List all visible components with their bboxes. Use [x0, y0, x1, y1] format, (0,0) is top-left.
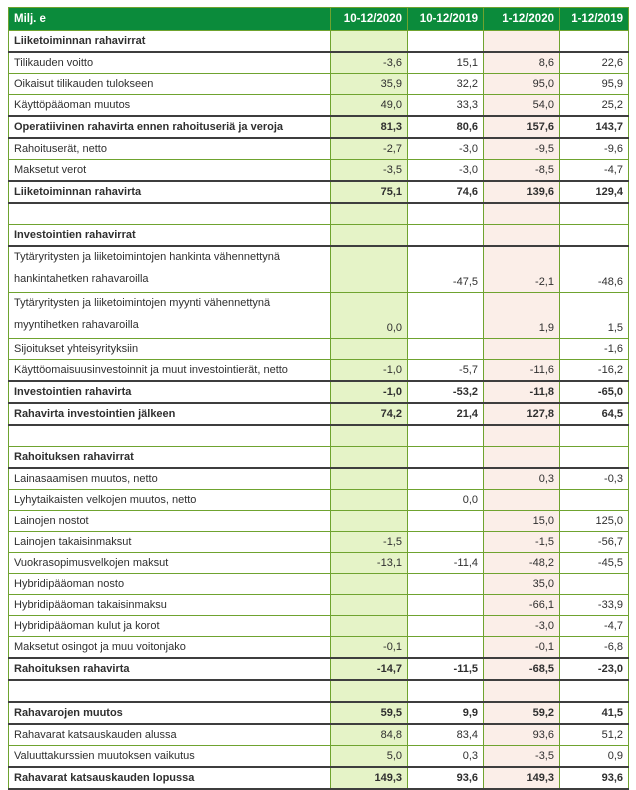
cell-value: [331, 225, 408, 247]
cell-value: [560, 31, 629, 53]
table-body: [9, 31, 629, 790]
cell-value: -47,5: [408, 246, 484, 293]
table-row: [9, 403, 629, 425]
table-row: [9, 767, 629, 789]
row-label: Liiketoiminnan rahavirrat: [9, 31, 331, 53]
column-header-q4-2020: 10-12/2020: [331, 8, 408, 31]
cell-value: 8,6: [484, 52, 560, 74]
cell-value: 32,2: [408, 74, 484, 95]
cell-value: [331, 203, 408, 225]
cell-value: [560, 680, 629, 702]
cell-value: -14,7: [331, 658, 408, 680]
table-row: [9, 339, 629, 360]
cell-value: [408, 680, 484, 702]
cell-value: [331, 468, 408, 490]
row-label: Maksetut verot: [9, 160, 331, 182]
cell-value: 64,5: [560, 403, 629, 425]
row-label-line2: hankintahetken rahavaroilla: [14, 273, 149, 285]
row-label: Vuokrasopimusvelkojen maksut: [9, 553, 331, 574]
row-label: Rahoituksen rahavirrat: [9, 447, 331, 469]
row-label: Lainasaamisen muutos, netto: [9, 468, 331, 490]
cell-value: 1,5: [560, 293, 629, 339]
cell-value: [408, 31, 484, 53]
cell-value: [331, 511, 408, 532]
row-label: Lainojen nostot: [9, 511, 331, 532]
cell-value: [560, 203, 629, 225]
cell-value: -56,7: [560, 532, 629, 553]
table-row: [9, 116, 629, 138]
cell-value: [408, 637, 484, 659]
cell-value: -45,5: [560, 553, 629, 574]
row-label: [9, 680, 331, 702]
cell-value: -6,8: [560, 637, 629, 659]
cell-value: [484, 490, 560, 511]
cell-value: -66,1: [484, 595, 560, 616]
cell-value: 143,7: [560, 116, 629, 138]
cell-value: 149,3: [484, 767, 560, 789]
cell-value: -16,2: [560, 360, 629, 382]
cell-value: 125,0: [560, 511, 629, 532]
cell-value: 81,3: [331, 116, 408, 138]
cell-value: -0,1: [331, 637, 408, 659]
cell-value: -11,5: [408, 658, 484, 680]
cell-value: 0,3: [408, 746, 484, 768]
column-header-fy-2020: 1-12/2020: [484, 8, 560, 31]
cell-value: -11,8: [484, 381, 560, 403]
table-row: [9, 31, 629, 53]
cell-value: -8,5: [484, 160, 560, 182]
cell-value: -11,4: [408, 553, 484, 574]
cell-value: -4,7: [560, 160, 629, 182]
header-unit-label: Milj. e: [9, 8, 331, 31]
cell-value: 33,3: [408, 95, 484, 117]
cell-value: 84,8: [331, 724, 408, 746]
cell-value: 15,1: [408, 52, 484, 74]
cell-value: [560, 425, 629, 447]
table-row: [9, 746, 629, 768]
row-label: Lainojen takaisinmaksut: [9, 532, 331, 553]
cell-value: [484, 339, 560, 360]
row-label: Operatiivinen rahavirta ennen rahoituseriä ja veroja: [9, 116, 331, 138]
cell-value: 49,0: [331, 95, 408, 117]
table-row: [9, 574, 629, 595]
cell-value: [408, 595, 484, 616]
row-label: Hybridipääoman takaisinmaksu: [9, 595, 331, 616]
cell-value: 22,6: [560, 52, 629, 74]
table-row: [9, 181, 629, 203]
cell-value: [484, 425, 560, 447]
cell-value: [408, 468, 484, 490]
cell-value: -1,5: [484, 532, 560, 553]
cell-value: 0,9: [560, 746, 629, 768]
cell-value: 157,6: [484, 116, 560, 138]
table-row: [9, 381, 629, 403]
cell-value: [408, 532, 484, 553]
cell-value: -2,7: [331, 138, 408, 160]
table-row: [9, 138, 629, 160]
cell-value: 80,6: [408, 116, 484, 138]
row-label: Hybridipääoman kulut ja korot: [9, 616, 331, 637]
row-label: Rahoituksen rahavirta: [9, 658, 331, 680]
cell-value: 127,8: [484, 403, 560, 425]
cell-value: -23,0: [560, 658, 629, 680]
cell-value: [408, 293, 484, 339]
table-row: [9, 95, 629, 117]
cell-value: -1,0: [331, 381, 408, 403]
row-label: Käyttöomaisuusinvestoinnit ja muut investointierät, netto: [9, 360, 331, 382]
cell-value: 139,6: [484, 181, 560, 203]
cell-value: 74,6: [408, 181, 484, 203]
cell-value: [331, 490, 408, 511]
row-label: [9, 203, 331, 225]
cell-value: [408, 203, 484, 225]
cell-value: 1,9: [484, 293, 560, 339]
cell-value: 93,6: [408, 767, 484, 789]
cell-value: [331, 31, 408, 53]
table-row: [9, 447, 629, 469]
cell-value: -9,5: [484, 138, 560, 160]
cell-value: [560, 225, 629, 247]
cell-value: [331, 595, 408, 616]
table-row: [9, 293, 629, 339]
cell-value: [331, 574, 408, 595]
cell-value: 95,9: [560, 74, 629, 95]
header-row: [9, 8, 629, 31]
row-label: Oikaisut tilikauden tulokseen: [9, 74, 331, 95]
cell-value: -53,2: [408, 381, 484, 403]
cell-value: [408, 225, 484, 247]
table-row: [9, 680, 629, 702]
row-label: Rahavarojen muutos: [9, 702, 331, 724]
cell-value: [560, 447, 629, 469]
cell-value: -3,6: [331, 52, 408, 74]
cell-value: -5,7: [408, 360, 484, 382]
table-row: [9, 52, 629, 74]
cell-value: 59,5: [331, 702, 408, 724]
cell-value: 25,2: [560, 95, 629, 117]
table-row: [9, 616, 629, 637]
cell-value: -2,1: [484, 246, 560, 293]
cell-value: 59,2: [484, 702, 560, 724]
row-label: Maksetut osingot ja muu voitonjako: [9, 637, 331, 659]
cell-value: [408, 447, 484, 469]
table-row: [9, 724, 629, 746]
row-label: Rahavarat katsauskauden alussa: [9, 724, 331, 746]
table-row: [9, 203, 629, 225]
cell-value: -11,6: [484, 360, 560, 382]
cell-value: 74,2: [331, 403, 408, 425]
row-label: Tilikauden voitto: [9, 52, 331, 74]
cell-value: -9,6: [560, 138, 629, 160]
table-row: [9, 553, 629, 574]
cell-value: 54,0: [484, 95, 560, 117]
table-row: [9, 511, 629, 532]
cell-value: [484, 225, 560, 247]
cell-value: 149,3: [331, 767, 408, 789]
cell-value: 129,4: [560, 181, 629, 203]
row-label: Valuuttakurssien muutoksen vaikutus: [9, 746, 331, 768]
cell-value: [331, 425, 408, 447]
cell-value: 9,9: [408, 702, 484, 724]
row-label: Investointien rahavirrat: [9, 225, 331, 247]
cell-value: -48,2: [484, 553, 560, 574]
table-row: [9, 246, 629, 293]
row-label-line1: Tytäryritysten ja liiketoimintojen myynti vähennettynä: [14, 297, 271, 309]
table-row: [9, 532, 629, 553]
cell-value: [408, 616, 484, 637]
cell-value: -1,0: [331, 360, 408, 382]
cell-value: -0,1: [484, 637, 560, 659]
cell-value: [484, 31, 560, 53]
cell-value: [408, 574, 484, 595]
row-label: [9, 293, 331, 339]
cell-value: -48,6: [560, 246, 629, 293]
row-label: [9, 425, 331, 447]
cell-value: 21,4: [408, 403, 484, 425]
cell-value: 93,6: [560, 767, 629, 789]
row-label: [9, 246, 331, 293]
table-row: [9, 360, 629, 382]
cell-value: -13,1: [331, 553, 408, 574]
table-row: [9, 595, 629, 616]
cell-value: -3,0: [408, 160, 484, 182]
cell-value: 5,0: [331, 746, 408, 768]
cell-value: -3,5: [484, 746, 560, 768]
cell-value: [331, 680, 408, 702]
cell-value: -0,3: [560, 468, 629, 490]
cell-value: -1,5: [331, 532, 408, 553]
row-label: Sijoitukset yhteisyrityksiin: [9, 339, 331, 360]
cell-value: [331, 246, 408, 293]
cell-value: -4,7: [560, 616, 629, 637]
cell-value: [331, 447, 408, 469]
cell-value: -1,6: [560, 339, 629, 360]
cell-value: 0,0: [408, 490, 484, 511]
cell-value: [484, 680, 560, 702]
cash-flow-table: [8, 7, 629, 790]
cell-value: 35,9: [331, 74, 408, 95]
cell-value: -68,5: [484, 658, 560, 680]
cell-value: 35,0: [484, 574, 560, 595]
cell-value: [408, 511, 484, 532]
cell-value: [560, 574, 629, 595]
table-row: [9, 490, 629, 511]
cell-value: -3,5: [331, 160, 408, 182]
table-row: [9, 225, 629, 247]
column-header-fy-2019: 1-12/2019: [560, 8, 629, 31]
cell-value: [484, 447, 560, 469]
cell-value: 75,1: [331, 181, 408, 203]
cell-value: -3,0: [484, 616, 560, 637]
cell-value: -3,0: [408, 138, 484, 160]
table-row: [9, 160, 629, 182]
row-label: Investointien rahavirta: [9, 381, 331, 403]
row-label: Rahavirta investointien jälkeen: [9, 403, 331, 425]
table-row: [9, 74, 629, 95]
row-label: Rahoituserät, netto: [9, 138, 331, 160]
row-label-line1: Tytäryritysten ja liiketoimintojen hankinta vähennettynä: [14, 251, 280, 263]
cell-value: 93,6: [484, 724, 560, 746]
cell-value: 83,4: [408, 724, 484, 746]
table-row: [9, 702, 629, 724]
cell-value: 51,2: [560, 724, 629, 746]
row-label-line2: myyntihetken rahavaroilla: [14, 319, 139, 331]
cell-value: 41,5: [560, 702, 629, 724]
column-header-q4-2019: 10-12/2019: [408, 8, 484, 31]
row-label: Lyhytaikaisten velkojen muutos, netto: [9, 490, 331, 511]
cell-value: -65,0: [560, 381, 629, 403]
table-row: [9, 425, 629, 447]
cell-value: [560, 490, 629, 511]
cell-value: 0,0: [331, 293, 408, 339]
table-row: [9, 468, 629, 490]
cell-value: [331, 339, 408, 360]
cell-value: -33,9: [560, 595, 629, 616]
cell-value: [331, 616, 408, 637]
cell-value: [484, 203, 560, 225]
cell-value: 95,0: [484, 74, 560, 95]
table-row: [9, 637, 629, 659]
row-label: Hybridipääoman nosto: [9, 574, 331, 595]
cell-value: [408, 339, 484, 360]
row-label: Käyttöpääoman muutos: [9, 95, 331, 117]
cell-value: [408, 425, 484, 447]
row-label: Rahavarat katsauskauden lopussa: [9, 767, 331, 789]
row-label: Liiketoiminnan rahavirta: [9, 181, 331, 203]
table-row: [9, 658, 629, 680]
cell-value: 0,3: [484, 468, 560, 490]
cell-value: 15,0: [484, 511, 560, 532]
